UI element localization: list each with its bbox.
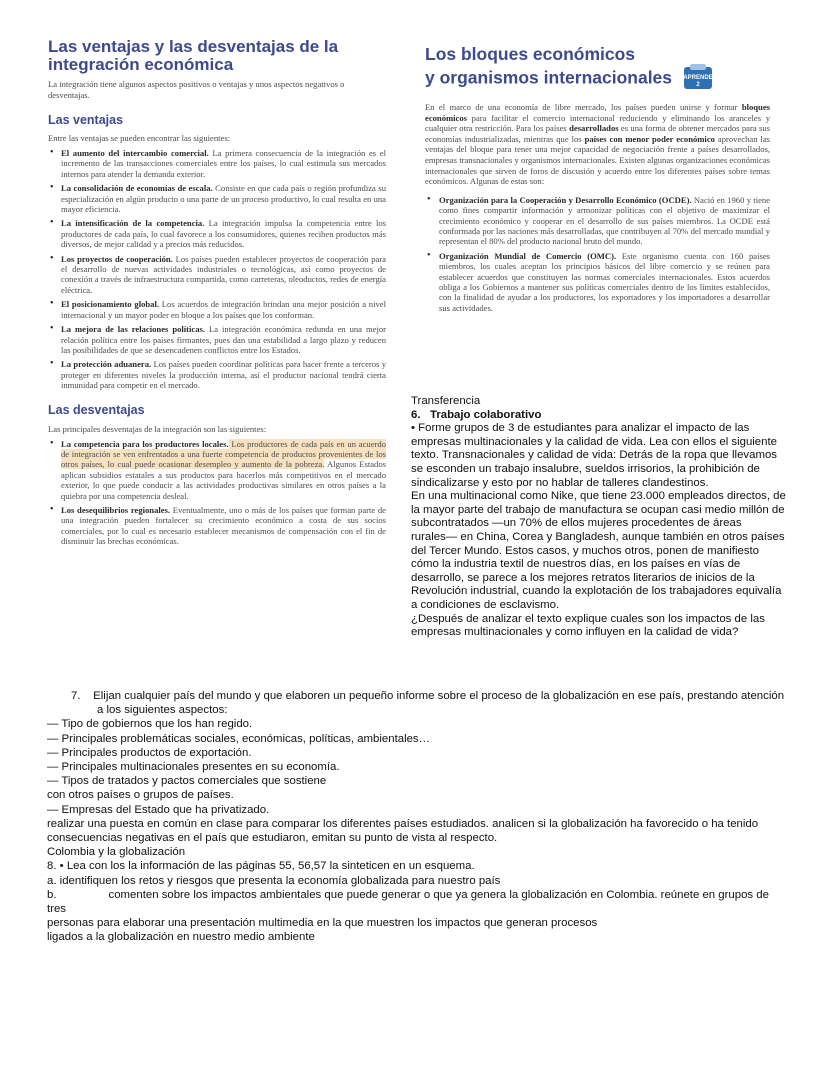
transferencia-label: Transferencia: [411, 395, 481, 407]
section-6-heading: 6. Trabajo colaborativo: [411, 408, 542, 421]
svg-text:APRENDE: APRENDE: [683, 75, 713, 81]
desventajas-heading: Las desventajas: [48, 402, 145, 417]
section-6-line: • Forme grupos de 3 de estudiantes para analizar el impacto de las: [411, 422, 750, 435]
ventaja-item: • La mejora de las relaciones políticas. La integración económica redunda en una mejor relación política entre los países firmantes, pues dan una estabilidad a largo plazo y reducen las posibilidades de que se desencadenen conflictos entre los Estados.: [50, 323, 386, 355]
ventaja-item: • El aumento del intercambio comercial. La primera consecuencia de la integración es el incremento de las transacciones comerciales entre los países, lo cual estimula sus mercados internos para atender la demanda exterior.: [50, 147, 386, 179]
bottom-line: — Tipo de gobiernos que los han regido.: [47, 718, 253, 731]
ventaja-item: • Los proyectos de cooperación. Los países pueden establecer proyectos de cooperación para el desarrollo de nuevas actividades industriales o tecnológicas, así como proyectos de conexión a través de infraestructura compartida, como carreteras, oleoductos, redes de energía eléctrica.: [50, 252, 386, 295]
bottom-section: [47, 689, 787, 945]
bottom-line: — Principales productos de exportación.: [47, 746, 252, 759]
bullet-icon: •: [50, 147, 54, 158]
right-title: [425, 44, 770, 94]
ventaja-item: • La intensificación de la competencia. La integración impulsa la competencia entre los productores de cada país, lo cual favorece a los consumidores, quienes reciben productos más diversos, de mejor calidad y a precios más reducidos.: [50, 217, 386, 250]
right-intro: En el marco de una economía de libre mercado, los países pueden unirse y formar bloques económicos para facilitar el comercio internacional reduciendo y eliminando los aranceles y cualquier otra restricción. Para los países desarrollados es una forma de obtener mercados para sus economías industrializadas, mientras que los países con menor poder económico aprovechan las ventajas del bloque para tener una mejor capacidad de negociación frente a países desarrollados, empresas transnacionales y organismos internacionales. Existen algunas organizaciones económicas internacionales que sirven de foros de discusión y acuerdo entre los diferentes países sobre temas económicos. Algunas de estas son:: [425, 102, 770, 187]
section-6-line: a condiciones de esclavismo.: [411, 598, 560, 611]
desventaja-item: • Los desequilibrios regionales. Eventualmente, uno o más de los países que forman parte de una integración pueden fortalecer su crecimiento económico a costa de sus socios comerciales, por lo cual es necesario establecer mecanismos de compensación con el fin de disminuir las brechas económicas.: [50, 503, 386, 547]
section-6-line: la mayor parte del trabajo de manufactura se ocupan casi medio millón de: [411, 503, 785, 516]
ventaja-item: • La consolidación de economías de escala. Consiste en que cada país o región profundiza su especialización en algún producto o una parte de un proceso productivo, lo cual resulta en una mayor eficiencia.: [50, 182, 386, 215]
bottom-line: consecuencias negativas en el país que estudiaron, emitan su punto de vista al respecto.: [47, 832, 498, 845]
ventaja-item: • El posicionamiento global. Los acuerdos de integración brindan una mejor posición a nivel internacional y un mayor poder en bloque a los países que los conforman.: [50, 298, 386, 320]
bullet-icon: •: [50, 182, 54, 194]
bullet-icon: •: [50, 298, 54, 310]
bottom-line: a. identifiquen los retos y riesgos que presenta la economía globalizada para nuestro país: [47, 874, 501, 887]
bottom-line: ligados a la globalización en nuestro medio ambiente: [47, 931, 315, 944]
bottom-line: — Principales problemáticas sociales, económicas, políticas, ambientales…: [47, 732, 431, 745]
section-6-line: texto. Transnacionales y calidad de vida: Detrás de la ropa que llevamos: [411, 449, 777, 462]
item-7-line1: 7. Elijan cualquier país del mundo y que elaboren un pequeño informe sobre el proceso de la globalización en ese país, prestando atención: [71, 690, 785, 702]
bottom-line: — Empresas del Estado que ha privatizado.: [47, 803, 270, 816]
transferencia-section: [411, 395, 791, 640]
item-7-line2: a los siguientes aspectos:: [97, 704, 228, 717]
bullet-icon: •: [50, 252, 54, 264]
item-b-line1: b. comenten sobre los impactos ambientales que puede generar o que ya genera la globalización en Colombia. reúnete en grupos de tres: [47, 888, 769, 916]
ventajas-lead: Entre las ventajas se pueden encontrar las siguientes:: [48, 133, 231, 143]
section-6-line: ¿Después de analizar el texto explique cuales son los impactos de las: [411, 612, 765, 625]
desventajas-list: [48, 439, 386, 547]
book-badge-icon: [683, 64, 713, 94]
bullet-icon: •: [427, 193, 431, 205]
bottom-line: personas para elaborar una presentación multimedia en la que muestren los impactos que generan procesos: [47, 917, 598, 930]
section-6-line: subcontratados —un 70% de ellos mujeres procedentes de áreas: [411, 517, 742, 530]
ventaja-item: • La protección aduanera. Los países pueden coordinar políticas para hacer frente a terceros y proteger en diferentes niveles la producción interna, así el productor nacional tendrá cierta inmunidad para competir en el mercado.: [50, 358, 386, 391]
desventajas-lead: Las principales desventajas de la integración son las siguientes:: [48, 423, 267, 434]
ventajas-list: [48, 148, 386, 391]
section-6-line: empresas multinacionales y como influyen en la calidad de vida?: [411, 626, 739, 639]
bottom-line: — Principales multinacionales presentes en su economía.: [47, 761, 340, 774]
section-6-line: sindicalizarse y esto por no hablar de talleres clandestinos.: [411, 476, 709, 489]
organismo-item: • Organización para la Cooperación y Desarrollo Económico (OCDE). Nació en 1960 y tiene como fines compartir información y armonizar políticas con el objetivo de maximizar el crecimiento económico y cooperar en el desarrollo de sus países miembros. La OCDE está conformada por las naciones más desarrolladas, que contribuyen al 70% del mercado mundial y representan el 80% del producto nacional bruto del mundo.: [427, 193, 771, 247]
right-title-line2: y organismos internacionales: [425, 67, 673, 88]
left-intro: La integración tiene algunos aspectos positivos o ventajas y unos aspectos negativos o desventajas.: [48, 79, 345, 100]
section-6-line: del Tercer Mundo. Estos casos, y muchos otros, ponen de manifiesto: [411, 544, 760, 557]
section-6-line: empresas multinacionales y la calidad de vida. Lea con ellos el siguiente: [411, 435, 777, 448]
section-6-line: rurales— en China, Corea y Bangladesh, aunque también en otros países: [411, 530, 785, 543]
highlighted-text: Los productores de cada país en un acuerdo de integración se ven enfrentados a una fuerte competencia de productos provenientes de los otros países, lo cual puede ocasionar desempleo y aumento de la pobreza.: [61, 438, 386, 470]
bullet-icon: •: [50, 217, 54, 229]
bullet-icon: •: [50, 358, 54, 370]
section-6-line: desarrollo, se parece a los mejores retratos literarios de inicios de la: [411, 571, 755, 584]
section-6-line: En una multinacional como Nike, que tiene 23.000 empleados directos, de: [411, 490, 786, 503]
organismo-item: • Organización Mundial de Comercio (OMC). Este organismo cuenta con 160 países miembros, los cuales aceptan los principios básicos del libre comercio y se reúnen para establecer acuerdos que constituyen las normas comerciales internacionales. Estos acuerdos obliga a los Gobiernos a mantener sus políticas comerciales dentro de los límites establecidos, con la finalidad de ayudar a los productores, los exportadores y los importadores a desarrollar sus actividades.: [427, 249, 770, 313]
bullet-icon: •: [427, 249, 431, 261]
desventaja-item: • La competencia para los productores locales. Los productores de cada país en un acuerdo de integración se ven enfrentados a una fuerte competencia de productos provenientes de los otros países, lo cual puede ocasionar desempleo y aumento de la pobreza. Algunos Estados aplican subsidios estatales a sus productos para hacerlos más competitivos en el mercado exterior, lo que puede conducir a las actividades productivas similares en otros países a la quiebra por una competencia desleal.: [50, 437, 386, 501]
bottom-line: — Tipos de tratados y pactos comerciales que sostiene: [47, 775, 327, 788]
left-column: [48, 38, 386, 551]
right-column: [425, 44, 770, 317]
organismos-list: [425, 195, 770, 313]
bullet-icon: •: [50, 437, 54, 449]
bullet-icon: •: [50, 323, 54, 335]
right-title-line1: Los bloques económicos: [425, 44, 636, 64]
colombia-heading: Colombia y la globalización: [47, 846, 186, 859]
bullet-icon: •: [50, 503, 54, 515]
ventajas-heading: Las ventajas: [48, 113, 124, 127]
section-6-line: cómo la industria textil de nuestros días, en los países en vías de: [411, 558, 741, 571]
svg-text:2: 2: [696, 82, 700, 88]
bottom-line: con otros países o grupos de países.: [47, 789, 234, 802]
left-title: Las ventajas y las desventajas de la integración económica: [48, 37, 339, 74]
bottom-line: realizar una puesta en común en clase para comparar los diferentes países estudiados. analicen si la globalización ha favorecido o ha tenido: [47, 817, 759, 830]
bottom-line: 8. • Lea con los la información de las páginas 55, 56,57 la sinteticen en un esquema.: [47, 860, 475, 873]
section-6-line: Revolución industrial, cuando la explotación de los trabajadores equivalía: [411, 585, 782, 598]
section-6-line: se esconden un trabajo insalubre, sueldos irrisorios, la prohibición de: [411, 462, 760, 475]
